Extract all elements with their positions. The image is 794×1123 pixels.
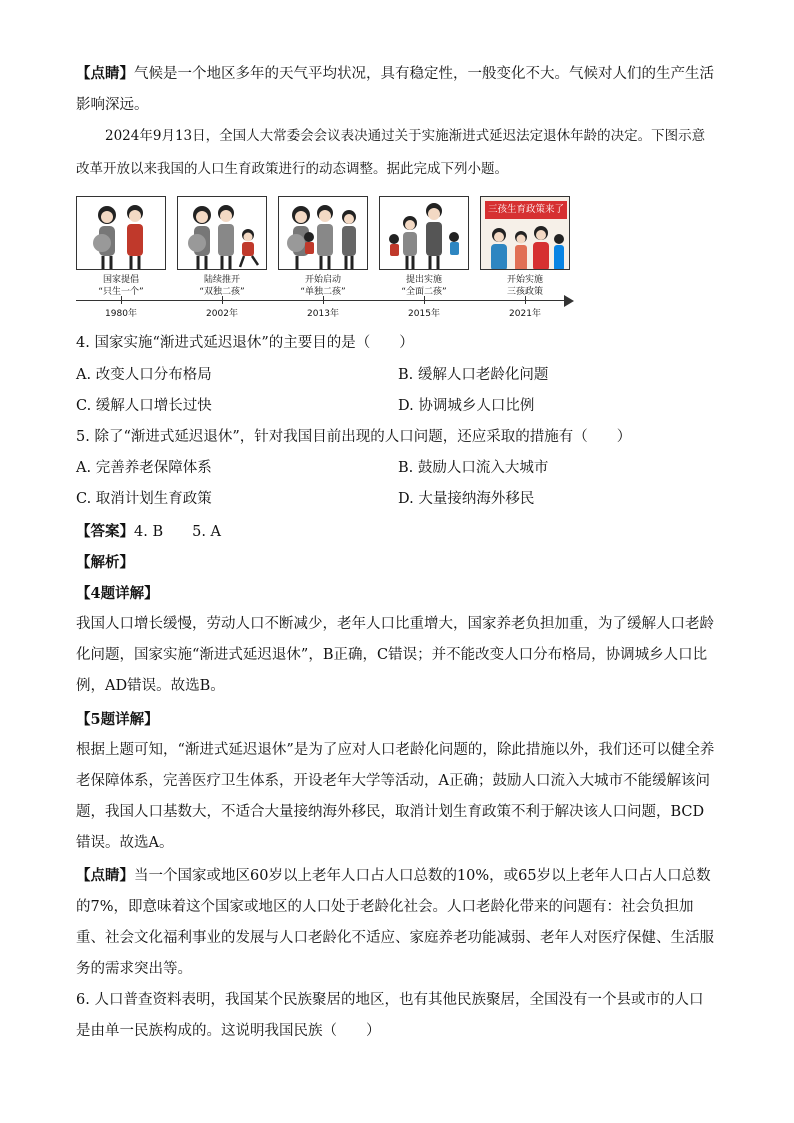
three-child-banner: 三孩生育政策来了 xyxy=(487,204,564,215)
answer-text: 4. B 5. A xyxy=(134,524,222,540)
caption-line: “只生一个” xyxy=(98,287,144,297)
timeline-axis xyxy=(76,300,568,301)
panel-universal-two-child xyxy=(379,196,469,270)
timeline-tick xyxy=(424,296,425,304)
note-tag: 【点睛】 xyxy=(76,65,134,82)
note-text: 气候是一个地区多年的天气平均状况，具有稳定性，一般变化不大。气候对人们的生产生活影响深远。 xyxy=(76,66,714,113)
q5-option-c: C. 取消计划生育政策 xyxy=(76,491,212,507)
answer-line xyxy=(76,516,716,548)
family-two-child-illustration xyxy=(178,197,267,270)
question-6-stem: 6. 人口普查资料表明，我国某个民族聚居的地区，也有其他民族聚居，全国没有一个县或市的人口是由单一民族构成的。这说明我国民族（ ） xyxy=(76,992,704,1039)
question-4-stem: 4. 国家实施“渐进式延迟退休”的主要目的是（ ） xyxy=(76,335,414,351)
timeline-caption-2013 xyxy=(273,274,373,298)
caption-line: 提出实施 xyxy=(405,275,442,285)
policy-timeline-figure xyxy=(76,196,574,320)
q4-option-a: A. 改变人口分布格局 xyxy=(76,367,212,383)
answer-tag: 【答案】 xyxy=(76,523,134,540)
caption-line: “双独二孩” xyxy=(199,287,245,297)
analysis-heading: 【解析】 xyxy=(76,554,134,571)
caption-line: 国家提倡 xyxy=(102,275,139,285)
timeline-year: 1980年 xyxy=(105,309,137,319)
note-paragraph-1 xyxy=(76,58,716,121)
timeline-year: 2021年 xyxy=(509,309,541,319)
q4-option-b: B. 缓解人口老龄化问题 xyxy=(398,367,549,383)
timeline-year: 2013年 xyxy=(307,309,339,319)
q5-option-a: A. 完善养老保障体系 xyxy=(76,460,212,476)
q4-option-d: D. 协调城乡人口比例 xyxy=(398,398,535,414)
timeline-caption-2002 xyxy=(172,274,272,298)
family-universal-two-child-illustration xyxy=(380,197,469,270)
question-5-stem: 5. 除了“渐进式延迟退休”，针对我国目前出现的人口问题，还应采取的措施有（ ） xyxy=(76,429,632,445)
q5-option-b: B. 鼓励人口流入大城市 xyxy=(398,460,549,476)
panel-three-child xyxy=(480,196,570,270)
detail-4-text: 我国人口增长缓慢，劳动人口不断减少，老年人口比重增大，国家养老负担加重，为了缓解人口老龄化问题，国家实施“渐进式延迟退休”，B正确，C错误；并不能改变人口分布格局，协调城乡人口比例，AD错误。故选B。 xyxy=(76,616,714,694)
note-text: 当一个国家或地区60岁以上老年人口占人口总数的10%，或65岁以上老年人口占人口总数的7%，即意味着这个国家或地区的人口处于老龄化社会。人口老龄化带来的问题有：社会负担加重、社会文化福利事业的发展与人口老龄化不适应、家庭养老功能减弱、老年人对医疗保健、生活服务的需求突出等。 xyxy=(76,868,714,977)
q4-option-c: C. 缓解人口增长过快 xyxy=(76,398,212,414)
timeline-caption-1980 xyxy=(71,274,171,298)
timeline-year: 2002年 xyxy=(206,309,238,319)
timeline-tick xyxy=(222,296,223,304)
timeline-year: 2015年 xyxy=(408,309,440,319)
panel-double-only-two-child xyxy=(177,196,267,270)
caption-line: 开始实施 xyxy=(506,275,543,285)
timeline-tick xyxy=(525,296,526,304)
caption-line: 三孩政策 xyxy=(506,287,543,297)
caption-line: “单独二孩” xyxy=(300,287,346,297)
family-one-child-illustration xyxy=(77,197,166,270)
note-tag: 【点睛】 xyxy=(76,867,134,884)
timeline-tick xyxy=(323,296,324,304)
detail-5-text: 根据上题可知，“渐进式延迟退休”是为了应对人口老龄化问题的，除此措施以外，我们还可以健全养老保障体系，完善医疗卫生体系，开设老年大学等活动，A正确；鼓励人口流入大城市不能缓解该问题，我国人口基数大，不适合大量接纳海外移民，取消计划生育政策不利于解决该人口问题，BCD错误。故选A。 xyxy=(76,742,715,851)
timeline-caption-2015 xyxy=(374,274,474,298)
panel-single-only-two-child xyxy=(278,196,368,270)
caption-line: 陆续推开 xyxy=(203,275,240,285)
panel-one-child xyxy=(76,196,166,270)
timeline-caption-2021 xyxy=(475,274,575,298)
detail-5-heading: 【5题详解】 xyxy=(76,711,159,728)
intro-paragraph: 2024年9月13日，全国人大常委会会议表决通过关于实施渐进式延迟法定退休年龄的决定。下图示意改革开放以来我国的人口生育政策进行的动态调整。据此完成下列小题。 xyxy=(76,128,706,177)
timeline-arrow-icon xyxy=(564,295,574,307)
detail-4-heading: 【4题详解】 xyxy=(76,585,159,602)
caption-line: 开始启动 xyxy=(304,275,341,285)
q5-option-d: D. 大量接纳海外移民 xyxy=(398,491,535,507)
timeline-tick xyxy=(121,296,122,304)
caption-line: “全面二孩” xyxy=(401,287,447,297)
note-paragraph-2 xyxy=(76,860,716,985)
family-single-two-child-illustration xyxy=(279,197,368,270)
